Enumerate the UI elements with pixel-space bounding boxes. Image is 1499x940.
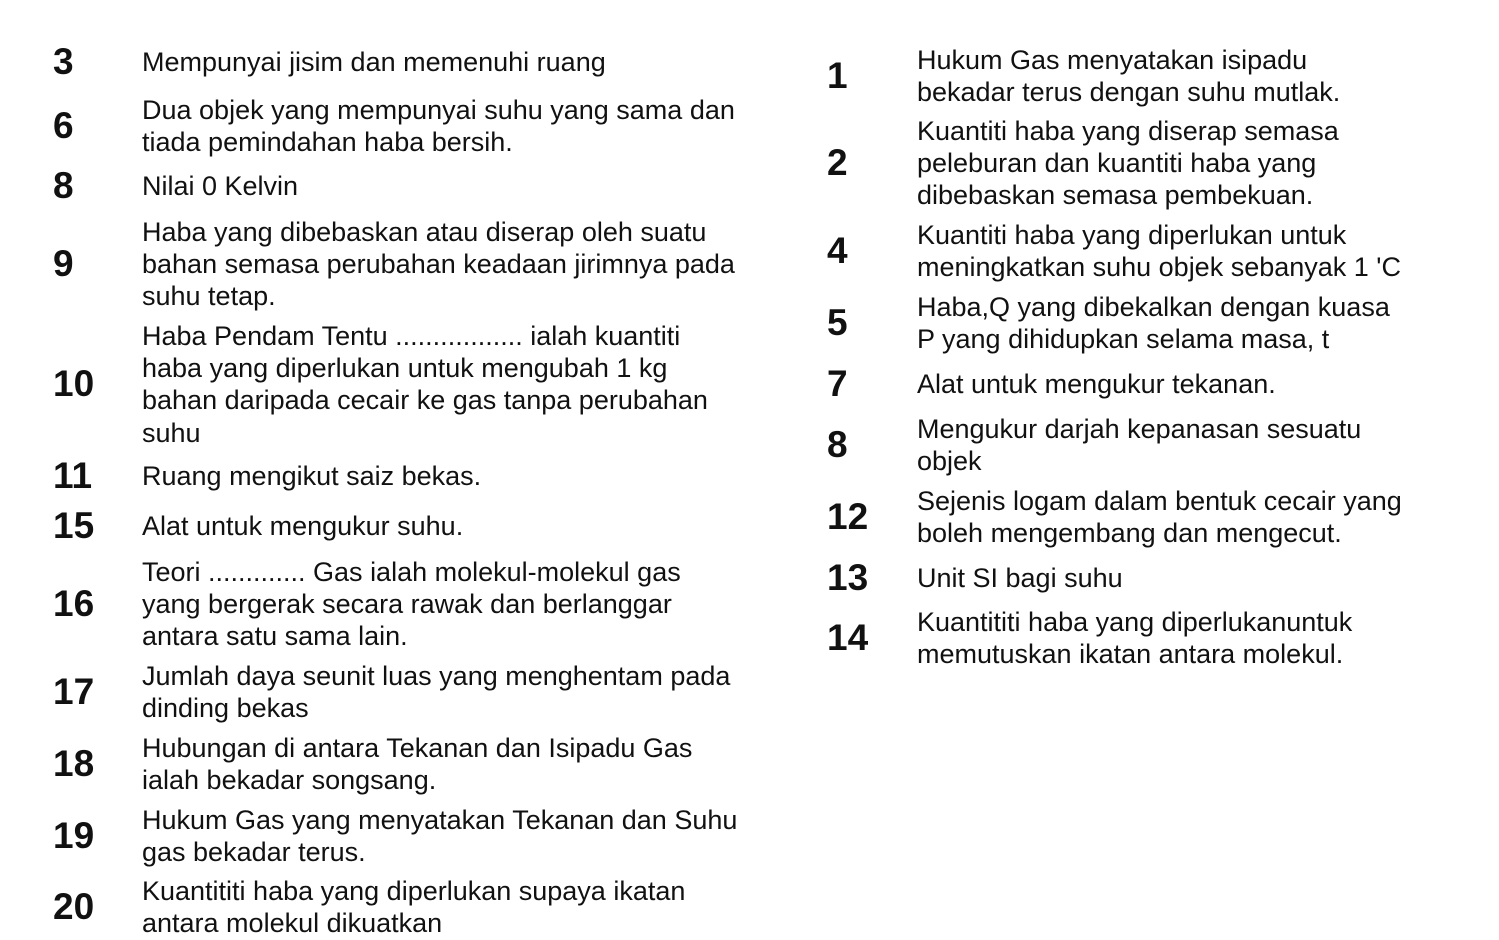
clue-text-line: dinding bekas bbox=[142, 693, 309, 724]
clue-text bbox=[917, 219, 1477, 283]
clue-text-line: memutuskan ikatan antara molekul. bbox=[917, 639, 1344, 670]
clue-number: 16 bbox=[53, 583, 95, 625]
clue-text-line: yang bergerak secara rawak dan berlanggar bbox=[142, 589, 672, 620]
clue-number: 9 bbox=[53, 243, 74, 285]
clue-item bbox=[0, 320, 790, 449]
clue-text-line: Mempunyai jisim dan memenuhi ruang bbox=[142, 47, 606, 77]
clue-text-line: bahan semasa perubahan keadaan jirimnya pada bbox=[142, 249, 735, 280]
clue-number: 1 bbox=[827, 55, 848, 97]
clue-number: 18 bbox=[53, 743, 95, 785]
clue-text-line: boleh mengembang dan mengecut. bbox=[917, 518, 1342, 549]
clue-text-line: antara satu sama lain. bbox=[142, 621, 408, 652]
clue-text-line: Nilai 0 Kelvin bbox=[142, 171, 299, 201]
clue-text bbox=[142, 875, 792, 939]
clue-number: 8 bbox=[827, 424, 848, 466]
clue-number: 2 bbox=[827, 142, 848, 184]
clue-text-line: Kuantiti haba yang diperlukan untuk bbox=[917, 220, 1347, 250]
clue-text-line: Haba,Q yang dibekalkan dengan kuasa bbox=[917, 292, 1390, 322]
clue-number: 20 bbox=[53, 886, 95, 928]
clue-text-line: Ruang mengikut saiz bekas. bbox=[142, 461, 482, 491]
clue-text-line: peleburan dan kuantiti haba yang bbox=[917, 148, 1317, 179]
clue-item bbox=[0, 732, 790, 796]
clue-text-line: Teori ............. Gas ialah molekul-molekul gas bbox=[142, 557, 681, 587]
clue-number: 19 bbox=[53, 815, 95, 857]
clue-text bbox=[142, 216, 792, 313]
clue-text bbox=[142, 510, 792, 542]
clue-text bbox=[917, 485, 1477, 549]
clue-item bbox=[0, 660, 790, 724]
clue-item bbox=[790, 115, 1499, 212]
clue-text-line: Hubungan di antara Tekanan dan Isipadu Gas bbox=[142, 733, 693, 763]
clue-number: 17 bbox=[53, 671, 95, 713]
clue-number: 4 bbox=[827, 230, 848, 272]
clue-item bbox=[0, 216, 790, 313]
clue-item bbox=[0, 875, 790, 939]
clue-text-line: Haba Pendam Tentu ................. ialah kuantiti bbox=[142, 321, 681, 351]
clue-text-line: meningkatkan suhu objek sebanyak 1 'C bbox=[917, 252, 1401, 283]
clue-item bbox=[790, 606, 1499, 670]
clue-item bbox=[0, 505, 790, 547]
clue-text-line: haba yang diperlukan untuk mengubah 1 kg bbox=[142, 353, 668, 384]
clue-text bbox=[917, 44, 1477, 108]
clue-text bbox=[142, 320, 792, 449]
clue-text bbox=[142, 94, 792, 158]
clue-number: 7 bbox=[827, 363, 848, 405]
clue-number: 12 bbox=[827, 496, 869, 538]
clue-text bbox=[917, 368, 1477, 400]
clue-text-line: suhu bbox=[142, 417, 201, 448]
clue-text-line: Unit SI bagi suhu bbox=[917, 563, 1123, 593]
clue-text-line: Kuantititi haba yang diperlukanuntuk bbox=[917, 607, 1353, 637]
clue-text-line: Kuantititi haba yang diperlukan supaya ikatan bbox=[142, 876, 686, 906]
clue-text-line: Kuantiti haba yang diserap semasa bbox=[917, 116, 1339, 146]
clue-text-line: ialah bekadar songsang. bbox=[142, 765, 437, 796]
clue-item bbox=[790, 363, 1499, 405]
clue-number: 10 bbox=[53, 363, 95, 405]
clue-item bbox=[0, 165, 790, 207]
clue-text-line: Mengukur darjah kepanasan sesuatu bbox=[917, 414, 1362, 444]
clue-text-line: antara molekul dikuatkan bbox=[142, 908, 443, 939]
clue-text-line: gas bekadar terus. bbox=[142, 837, 366, 868]
clue-text bbox=[142, 46, 792, 78]
clue-number: 6 bbox=[53, 105, 74, 147]
clue-item bbox=[0, 94, 790, 158]
clue-text bbox=[142, 804, 792, 868]
clue-text bbox=[142, 170, 792, 202]
clue-number: 11 bbox=[53, 455, 93, 497]
clue-item bbox=[0, 41, 790, 83]
clue-number: 13 bbox=[827, 557, 869, 599]
clue-number: 8 bbox=[53, 165, 74, 207]
clue-number: 15 bbox=[53, 505, 95, 547]
clue-item bbox=[0, 804, 790, 868]
clue-text-line: bekadar terus dengan suhu mutlak. bbox=[917, 77, 1341, 108]
clue-text-line: Hukum Gas yang menyatakan Tekanan dan Suhu bbox=[142, 805, 738, 835]
clue-text-line: Dua objek yang mempunyai suhu yang sama dan bbox=[142, 95, 735, 125]
clue-item bbox=[0, 455, 790, 497]
clue-text-line: Alat untuk mengukur suhu. bbox=[142, 511, 464, 541]
clue-text-line: dibebaskan semasa pembekuan. bbox=[917, 180, 1314, 211]
clue-number: 14 bbox=[827, 617, 869, 659]
clue-text-line: Jumlah daya seunit luas yang menghentam pada bbox=[142, 661, 731, 691]
clue-text bbox=[142, 556, 792, 653]
clue-text bbox=[917, 562, 1477, 594]
clue-item bbox=[790, 557, 1499, 599]
clue-item bbox=[790, 44, 1499, 108]
clue-item bbox=[0, 556, 790, 653]
clue-text-line: tiada pemindahan haba bersih. bbox=[142, 127, 513, 158]
clue-text-line: Alat untuk mengukur tekanan. bbox=[917, 369, 1276, 399]
clue-item bbox=[790, 413, 1499, 477]
clue-text bbox=[917, 115, 1477, 212]
clue-text-line: Haba yang dibebaskan atau diserap oleh suatu bbox=[142, 217, 707, 247]
clue-text bbox=[142, 460, 792, 492]
clue-text bbox=[142, 660, 792, 724]
clue-item bbox=[790, 485, 1499, 549]
clue-number: 5 bbox=[827, 302, 848, 344]
clue-text-line: bahan daripada cecair ke gas tanpa perubahan bbox=[142, 385, 708, 416]
clue-text-line: Sejenis logam dalam bentuk cecair yang bbox=[917, 486, 1402, 516]
clue-text bbox=[917, 606, 1477, 670]
clue-item bbox=[790, 219, 1499, 283]
clue-text-line: Hukum Gas menyatakan isipadu bbox=[917, 45, 1308, 75]
clue-text bbox=[142, 732, 792, 796]
clue-text bbox=[917, 413, 1477, 477]
clue-text-line: objek bbox=[917, 446, 982, 477]
clue-text-line: P yang dihidupkan selama masa, t bbox=[917, 324, 1330, 355]
clue-text bbox=[917, 291, 1477, 355]
clue-text-line: suhu tetap. bbox=[142, 281, 276, 312]
clue-number: 3 bbox=[53, 41, 74, 83]
clue-item bbox=[790, 291, 1499, 355]
